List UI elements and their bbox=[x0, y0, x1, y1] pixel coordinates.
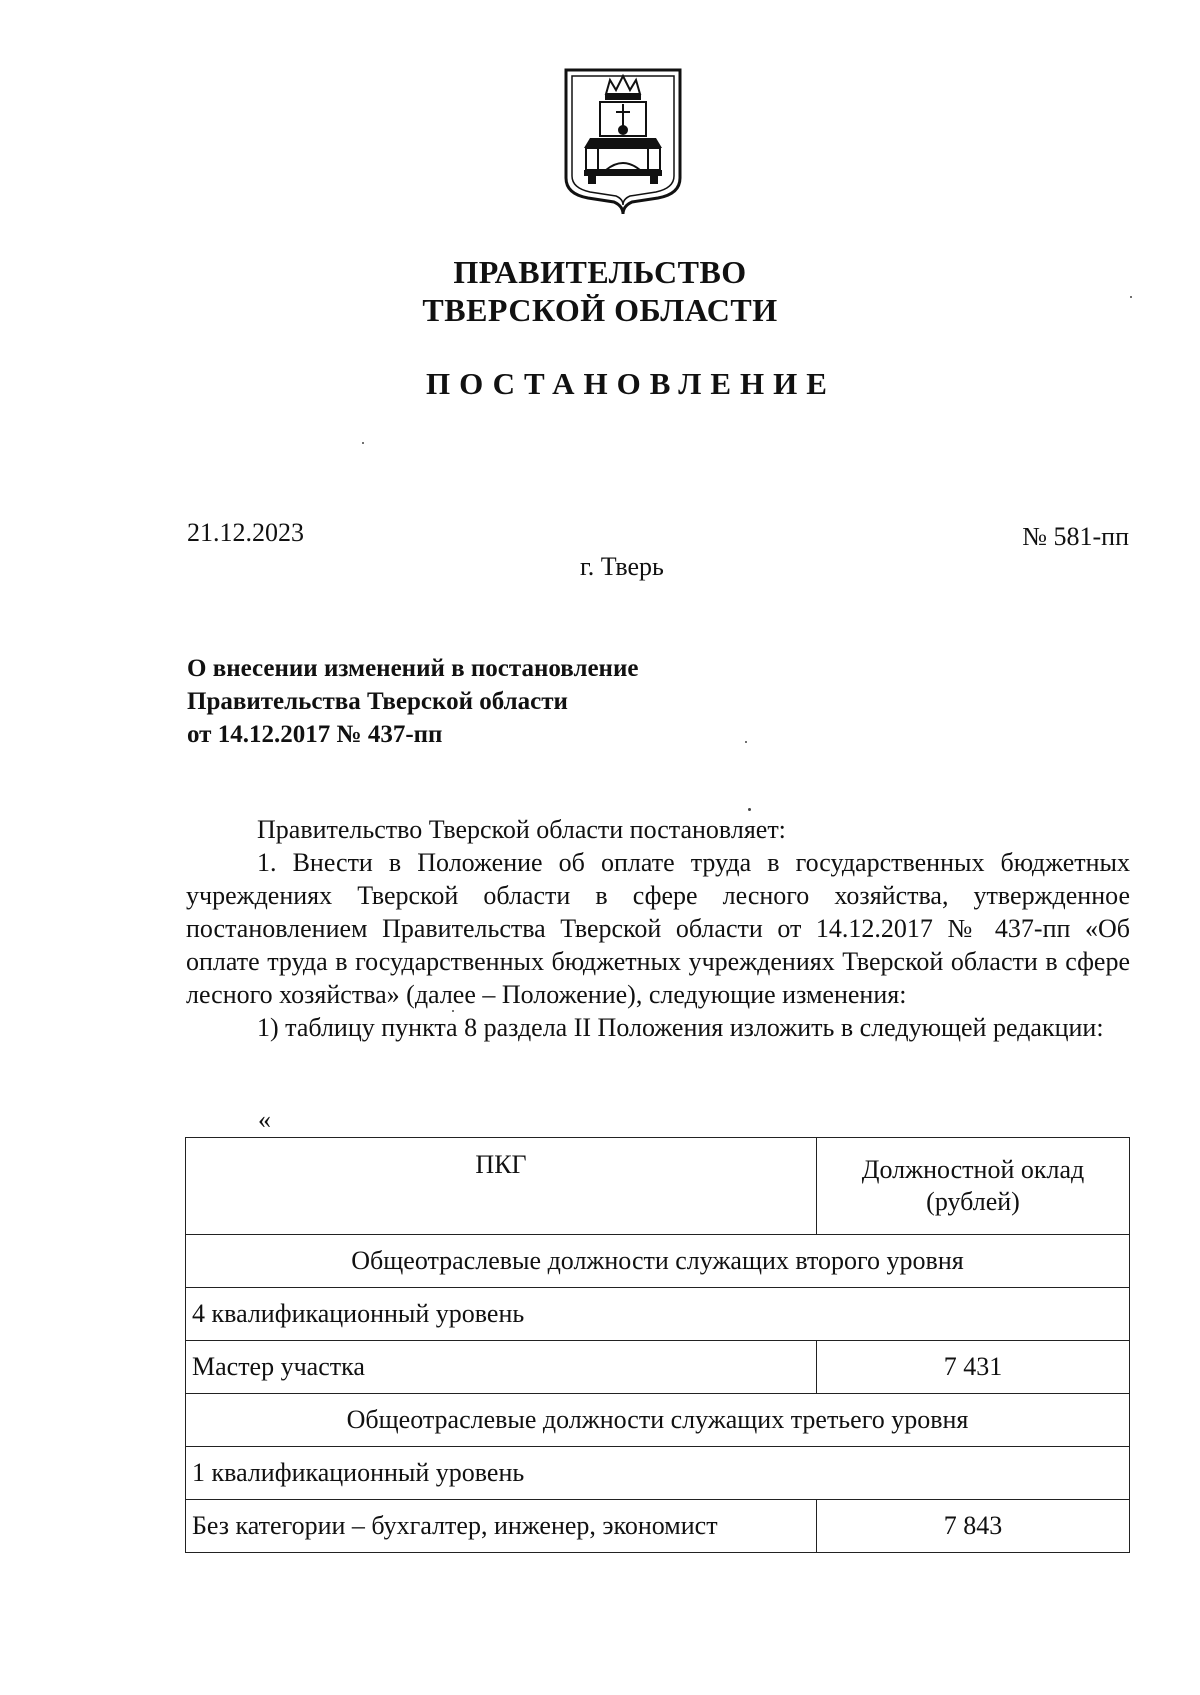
table-header-row bbox=[186, 1138, 1130, 1235]
issuer-line-2: ТВЕРСКОЙ ОБЛАСТИ bbox=[422, 292, 778, 328]
opening-quote-mark: « bbox=[258, 1105, 271, 1134]
tver-coat-of-arms-emblem bbox=[562, 66, 684, 218]
body-paragraph-subitem-1: 1) таблицу пункта 8 раздела II Положения изложить в следующей редакции: bbox=[257, 1013, 1104, 1042]
position-name-cell: Без категории – бухгалтер, инженер, экономист bbox=[186, 1500, 817, 1553]
subject-line-3: от 14.12.2017 № 437-пп bbox=[187, 721, 443, 748]
subject-line-1: О внесении изменений в постановление bbox=[187, 655, 639, 682]
table-row-level bbox=[186, 1288, 1130, 1341]
table-row-group bbox=[186, 1235, 1130, 1288]
position-salary-cell: 7 843 bbox=[817, 1500, 1130, 1553]
scan-speck bbox=[745, 741, 747, 743]
scan-speck bbox=[748, 808, 751, 811]
subject-line-2: Правительства Тверской области bbox=[187, 688, 568, 715]
body-paragraph-1: 1. Внести в Положение об оплате труда в государственных бюджетных учреждениях Тверской области в сфере лесного хозяйства, утвержденное постановлением Правительства Тверской области от 14.12.2017 № 437-пп «Об оплате труда в государственных бюджетных учреждениях Тверской области в сфере лесного хозяйства» (далее – Положение), следующие изменения: bbox=[186, 848, 1130, 1009]
scan-speck bbox=[362, 442, 364, 444]
document-subject-block bbox=[187, 652, 638, 751]
table-row-group bbox=[186, 1394, 1130, 1447]
document-body bbox=[186, 813, 1130, 1044]
table-row-level bbox=[186, 1447, 1130, 1500]
position-salary-cell: 7 431 bbox=[817, 1341, 1130, 1394]
document-type-title: ПОСТАНОВЛЕНИЕ bbox=[426, 366, 836, 401]
issuer-line-1: ПРАВИТЕЛЬСТВО bbox=[453, 254, 747, 290]
body-paragraph-preamble: Правительство Тверской области постановляет: bbox=[257, 815, 786, 844]
table-row-position bbox=[186, 1341, 1130, 1394]
document-number: № 581-пп bbox=[1022, 522, 1129, 551]
scan-speck bbox=[452, 1010, 454, 1012]
group-cell: Общеотраслевые должности служащих третьего уровня bbox=[186, 1394, 1130, 1447]
level-cell: 4 квалификационный уровень bbox=[186, 1288, 1130, 1341]
table-row-position bbox=[186, 1500, 1130, 1553]
table-header-salary: Должностной оклад (рублей) bbox=[817, 1138, 1130, 1235]
scan-speck bbox=[1130, 296, 1132, 298]
salary-table bbox=[185, 1137, 1130, 1553]
document-city: г. Тверь bbox=[580, 552, 664, 581]
table-header-pkg: ПКГ bbox=[186, 1138, 817, 1235]
position-name-cell: Мастер участка bbox=[186, 1341, 817, 1394]
group-cell: Общеотраслевые должности служащих второго уровня bbox=[186, 1235, 1130, 1288]
level-cell: 1 квалификационный уровень bbox=[186, 1447, 1130, 1500]
document-date: 21.12.2023 bbox=[187, 518, 304, 547]
